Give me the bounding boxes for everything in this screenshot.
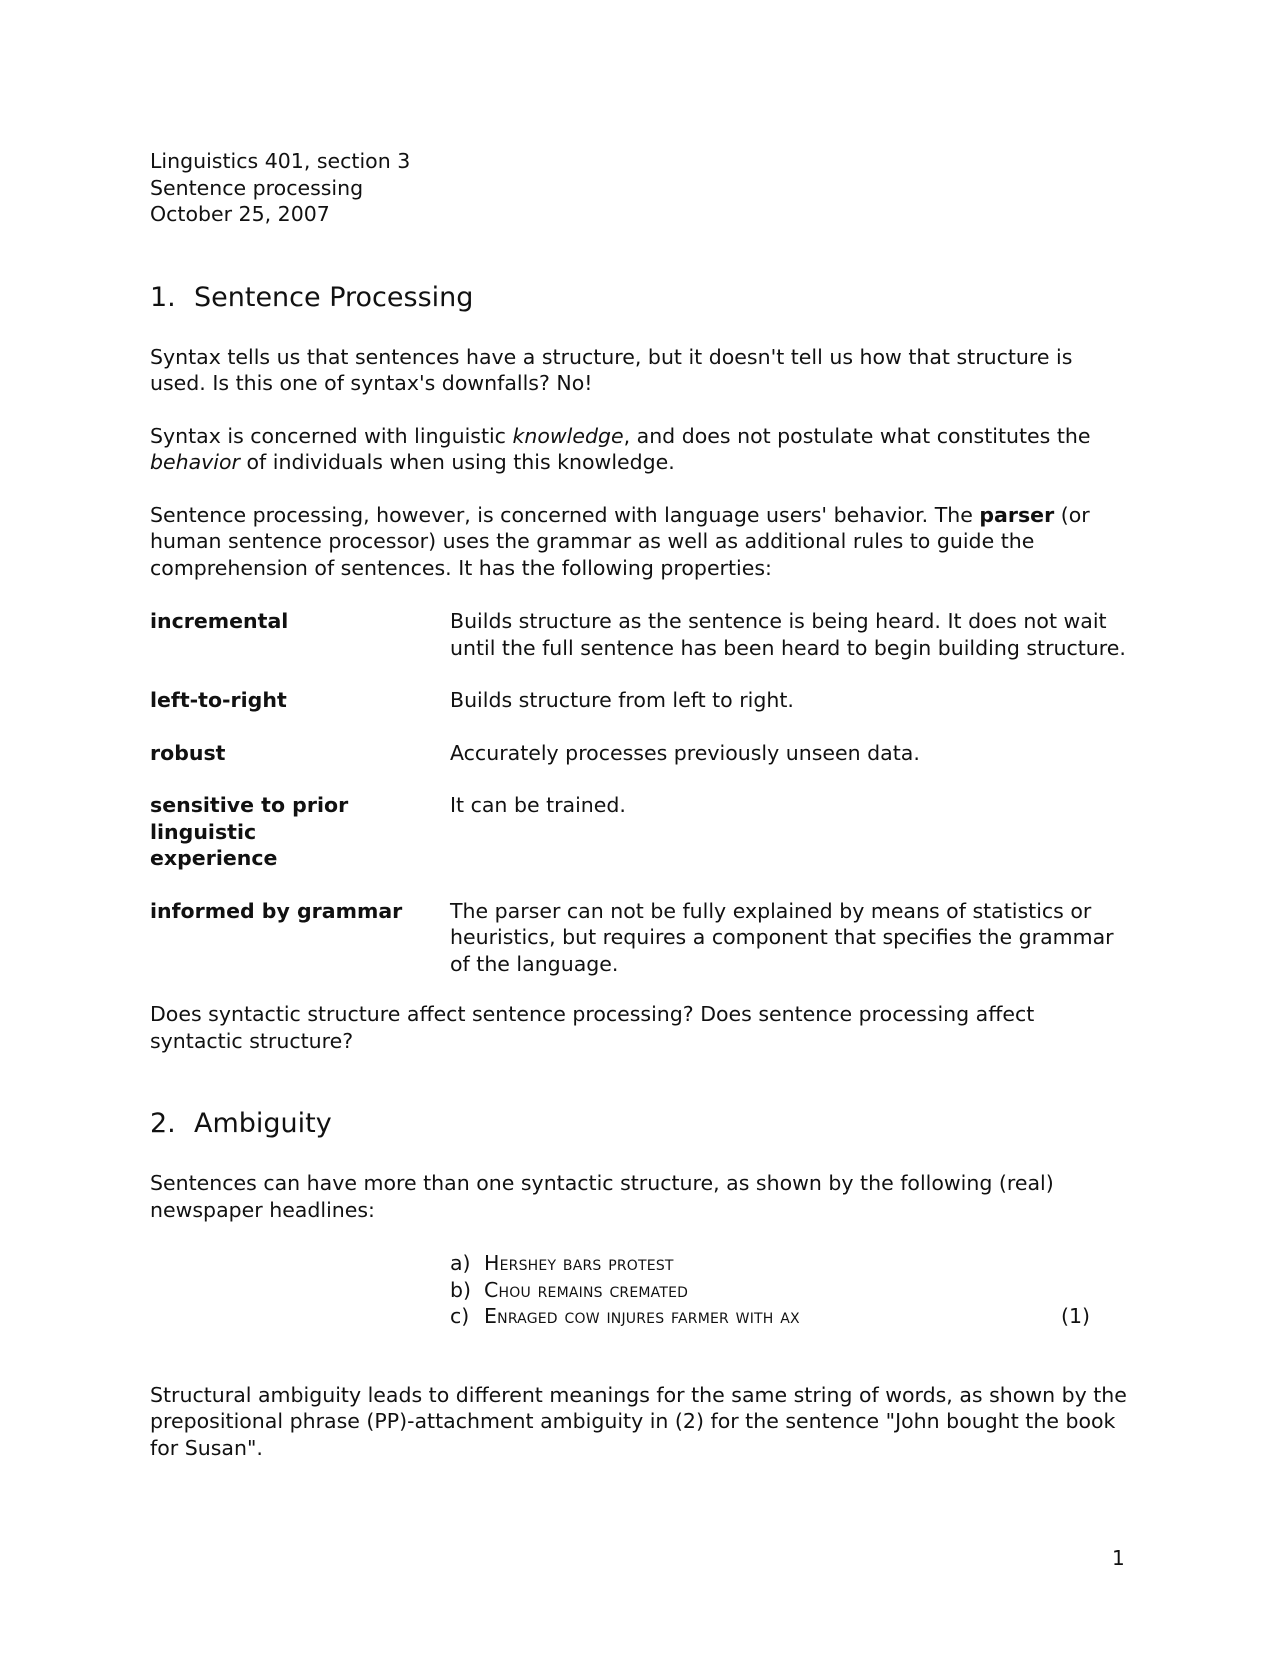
property-row: [150, 898, 1130, 978]
section-2-paragraph-2: Structural ambiguity leads to different meanings for the same string of words, as shown by the prepositional phrase (PP)-attachment ambiguity in (2) for the sentence "John bought the book for Susan".: [150, 1382, 1127, 1460]
section-1-question: Does syntactic structure affect sentence processing? Does sentence processing affect syntactic structure?: [150, 1002, 1035, 1053]
example-number: [1050, 1277, 1090, 1304]
bold-parser: parser: [979, 502, 1055, 527]
example-text: Enraged cow injures farmer with ax: [484, 1304, 800, 1328]
property-row: [150, 608, 1130, 661]
property-term: sensitive to prior linguistic experience: [150, 793, 349, 870]
document-page: [150, 148, 1130, 1461]
section-1-title: Sentence Processing: [194, 281, 474, 313]
property-term: left-to-right: [150, 688, 287, 712]
section-1-paragraph-1: Syntax tells us that sentences have a structure, but it doesn't tell us how that structure is used. Is this one of syntax's downfalls? No!: [150, 344, 1073, 395]
property-definition: Builds structure from left to right.: [450, 688, 794, 712]
property-term: informed by grammar: [150, 898, 403, 923]
headline-examples: [450, 1250, 1090, 1330]
text-run: Syntax is concerned with linguistic: [150, 423, 513, 448]
property-definition: It can be trained.: [450, 793, 626, 817]
section-1-heading: [150, 281, 1130, 315]
text-run: (or human sentence processor) uses the grammar as well as additional rules to guide the comprehension of sentences. It has the following properties:: [150, 502, 1090, 580]
property-row: [150, 792, 1130, 872]
property-term: robust: [150, 740, 226, 765]
section-1-paragraph-2: [150, 423, 1130, 476]
text-run: of individuals when using this knowledge.: [239, 450, 675, 474]
property-definition: The parser can not be fully explained by means of statistics or heuristics, but requires a component that specifies the grammar of the language.: [450, 898, 1114, 976]
section-2-title: Ambiguity: [194, 1108, 332, 1139]
example-label: b): [450, 1277, 472, 1302]
property-row: [150, 740, 1130, 767]
emphasis-behavior: behavior: [150, 450, 240, 474]
section-1-paragraph-3: [150, 502, 1130, 582]
course-line: Linguistics 401, section 3: [150, 149, 411, 173]
text-run: , and does not postulate what constitutes the: [623, 423, 1091, 448]
example-row: [450, 1277, 1090, 1304]
example-label: a): [450, 1251, 471, 1275]
date-line: October 25, 2007: [150, 202, 330, 226]
section-1-number: 1.: [150, 281, 176, 313]
header-block: [150, 148, 1130, 228]
example-number: (1): [1060, 1304, 1090, 1328]
property-term: incremental: [150, 609, 289, 633]
properties-list: [150, 608, 1130, 977]
text-run: Sentence processing, however, is concerned with language users' behavior. The: [150, 502, 980, 527]
emphasis-knowledge: knowledge: [512, 423, 624, 448]
example-row: [450, 1303, 1090, 1330]
section-2-heading: [150, 1107, 1130, 1141]
property-definition: Accurately processes previously unseen data.: [450, 740, 920, 765]
example-number: [1050, 1250, 1090, 1277]
example-text: Chou remains cremated: [484, 1277, 689, 1302]
property-row: [150, 687, 1130, 714]
topic-line: Sentence processing: [150, 175, 364, 200]
example-label: c): [450, 1304, 470, 1328]
example-text: Hershey bars protest: [484, 1251, 674, 1275]
page-number: 1: [1112, 1546, 1125, 1570]
example-row: [450, 1250, 1090, 1277]
section-2-number: 2.: [150, 1108, 176, 1139]
property-definition: Builds structure as the sentence is being heard. It does not wait until the full sentence has been heard to begin building structure.: [450, 609, 1126, 660]
section-2-paragraph-1: Sentences can have more than one syntactic structure, as shown by the following (real) newspaper headlines:: [150, 1171, 1054, 1222]
